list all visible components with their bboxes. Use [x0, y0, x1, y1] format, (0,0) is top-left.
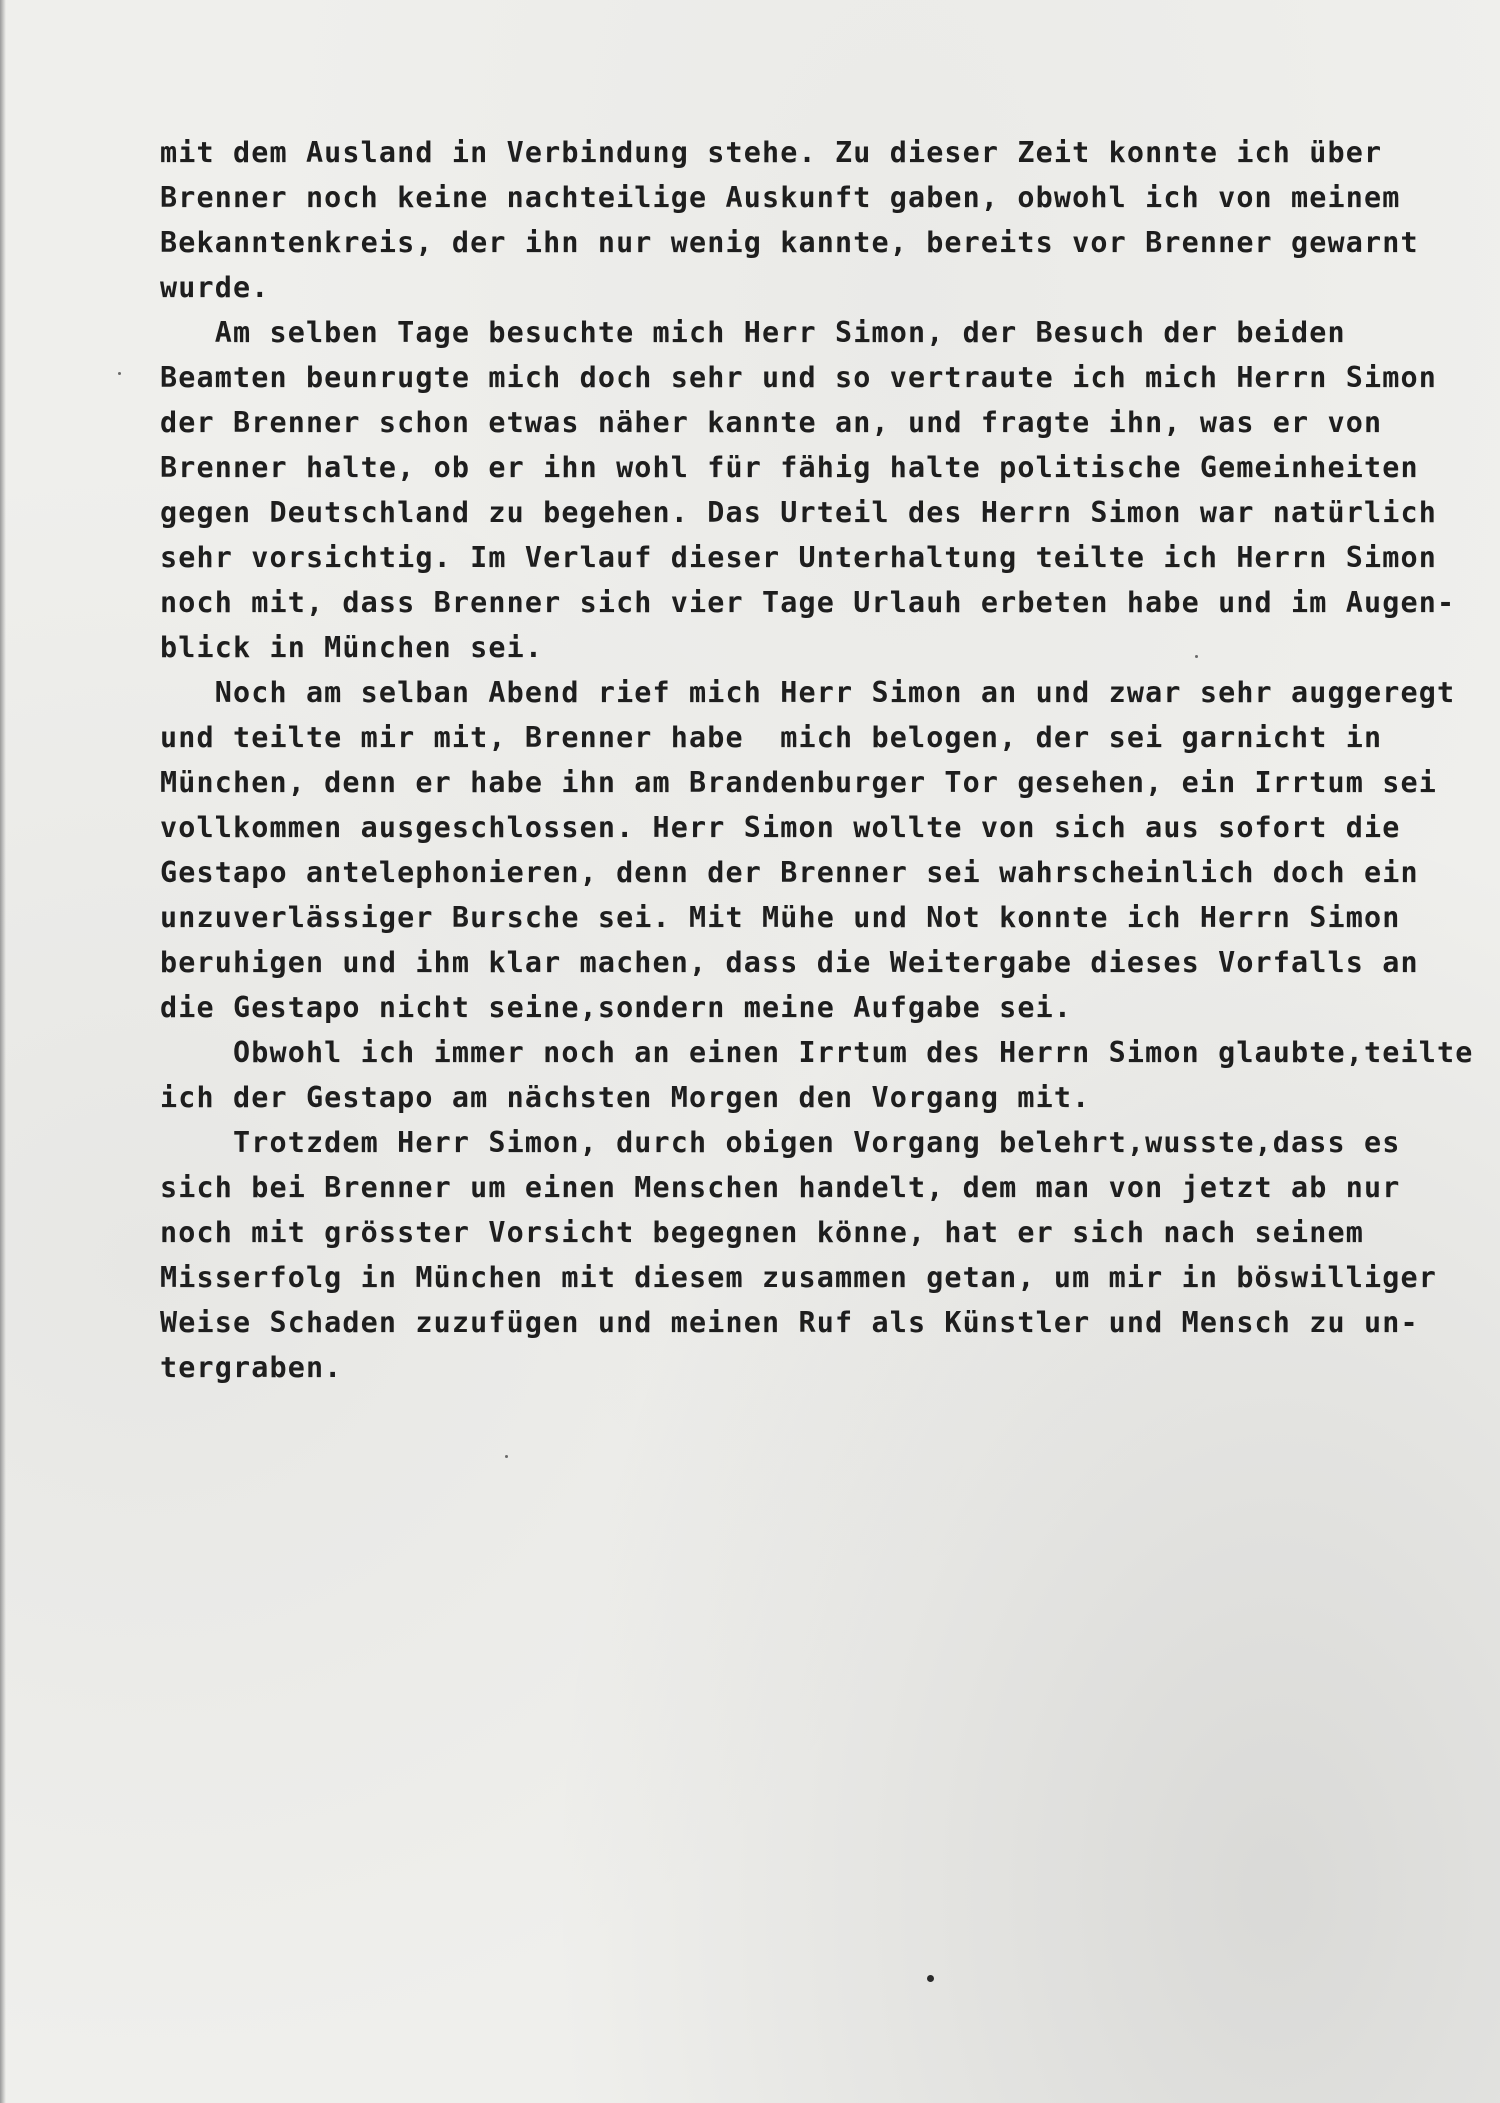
text-line: Misserfolg in München mit diesem zusammen getan, um mir in böswilliger — [160, 1261, 1437, 1294]
text-line: blick in München sei. — [160, 631, 544, 664]
text-line: tergraben. — [160, 1351, 343, 1384]
text-line: beruhigen und ihm klar machen, dass die Weitergabe dieses Vorfalls an — [160, 946, 1419, 979]
ink-dot — [927, 1975, 934, 1982]
text-line: Am selben Tage besuchte mich Herr Simon, der Besuch der beiden — [160, 316, 1346, 349]
text-line: Brenner halte, ob er ihn wohl für fähig halte politische Gemeinheiten — [160, 451, 1419, 484]
text-line: gegen Deutschland zu begehen. Das Urteil des Herrn Simon war natürlich — [160, 496, 1437, 529]
text-line: der Brenner schon etwas näher kannte an, und fragte ihn, was er von — [160, 406, 1383, 439]
text-line: ich der Gestapo am nächsten Morgen den Vorgang mit. — [160, 1081, 1091, 1114]
text-line: Noch am selban Abend rief mich Herr Simon an und zwar sehr auggeregt — [160, 676, 1456, 709]
text-line: sich bei Brenner um einen Menschen handelt, dem man von jetzt ab nur — [160, 1171, 1401, 1204]
text-line: noch mit grösster Vorsicht begegnen könne, hat er sich nach seinem — [160, 1216, 1365, 1249]
text-line: wurde. — [160, 271, 270, 304]
ink-speck — [505, 1455, 508, 1458]
text-line: vollkommen ausgeschlossen. Herr Simon wollte von sich aus sofort die — [160, 811, 1401, 844]
ink-speck — [118, 372, 121, 375]
text-line: die Gestapo nicht seine,sondern meine Aufgabe sei. — [160, 991, 1073, 1024]
page-edge-shadow — [0, 0, 6, 2103]
text-line: sehr vorsichtig. Im Verlauf dieser Unterhaltung teilte ich Herrn Simon — [160, 541, 1437, 574]
text-line: Beamten beunrugte mich doch sehr und so vertraute ich mich Herrn Simon — [160, 361, 1437, 394]
text-line: mit dem Ausland in Verbindung stehe. Zu dieser Zeit konnte ich über — [160, 136, 1383, 169]
ink-speck — [1195, 655, 1198, 658]
text-line: Obwohl ich immer noch an einen Irrtum des Herrn Simon glaubte,teilte — [160, 1036, 1474, 1069]
text-line: Brenner noch keine nachteilige Auskunft gaben, obwohl ich von meinem — [160, 181, 1401, 214]
text-line: noch mit, dass Brenner sich vier Tage Urlauh erbeten habe und im Augen- — [160, 586, 1456, 619]
typescript-body — [160, 130, 1474, 1390]
text-line: Trotzdem Herr Simon, durch obigen Vorgang belehrt,wusste,dass es — [160, 1126, 1401, 1159]
text-line: und teilte mir mit, Brenner habe mich belogen, der sei garnicht in — [160, 721, 1383, 754]
text-line: Bekanntenkreis, der ihn nur wenig kannte, bereits vor Brenner gewarnt — [160, 226, 1419, 259]
text-line: Weise Schaden zuzufügen und meinen Ruf als Künstler und Mensch zu un- — [160, 1306, 1419, 1339]
text-line: Gestapo antelephonieren, denn der Brenner sei wahrscheinlich doch ein — [160, 856, 1419, 889]
text-line: München, denn er habe ihn am Brandenburger Tor gesehen, ein Irrtum sei — [160, 766, 1437, 799]
text-line: unzuverlässiger Bursche sei. Mit Mühe und Not konnte ich Herrn Simon — [160, 901, 1401, 934]
